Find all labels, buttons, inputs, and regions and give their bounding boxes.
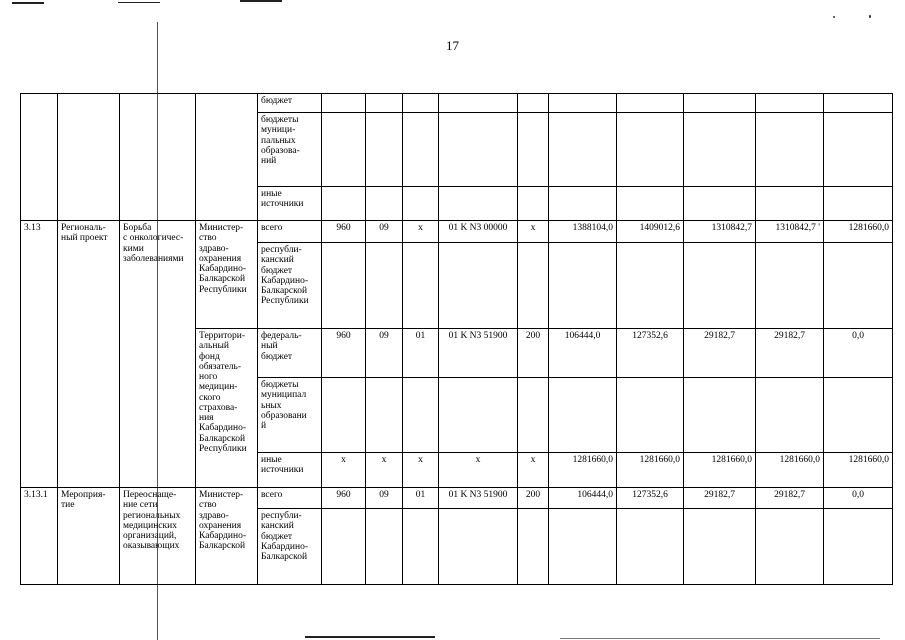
cell-value: 1281660,0 — [549, 453, 617, 488]
cell-value: 29182,7 — [684, 329, 756, 378]
cell-rz: 09 — [366, 221, 403, 243]
cell-source: федераль- ный бюджет — [258, 329, 322, 378]
cell-value: 1281660,0 — [684, 453, 756, 488]
cell-pr: х — [403, 453, 439, 488]
cell-value: 106444,0 — [549, 488, 617, 509]
cell-rz: 09 — [366, 329, 403, 378]
scan-mark-top-mid — [118, 2, 160, 3]
table-row — [21, 488, 893, 509]
budget-table — [20, 93, 893, 585]
cell-csr: х — [439, 453, 518, 488]
scan-speck — [869, 15, 871, 18]
cell-pr: 01 — [403, 329, 439, 378]
cell-status — [58, 94, 120, 221]
table-row — [21, 94, 893, 113]
cell-executor: Министер- ство здраво- охранения Кабардино- Балкарской Республики — [196, 221, 258, 329]
cell-csr: 01 K N3 51900 — [439, 329, 518, 378]
cell-rz: х — [366, 453, 403, 488]
cell-csr: 01 K N3 51900 — [439, 488, 518, 509]
cell-value: 1281660,0 — [756, 453, 824, 488]
cell-status: Мероприя- тие — [58, 488, 120, 585]
cell-grbs: х — [322, 453, 366, 488]
scan-mark-top-right — [240, 0, 282, 2]
cell-value: 1310842,7 — [684, 221, 756, 243]
cell-executor: Министер- ство здраво- охранения Кабардино- Балкарской — [196, 488, 258, 585]
cell-pr: 01 — [403, 488, 439, 509]
cell-value: 1281660,0 — [824, 453, 893, 488]
cell-source: республи- канский бюджет Кабардино- Балкарской — [258, 509, 322, 585]
cell-value: 127352,6 — [617, 488, 684, 509]
table-row — [21, 221, 893, 243]
scan-speck — [833, 16, 835, 18]
cell-number — [21, 94, 58, 221]
page-number: 17 — [446, 38, 459, 53]
cell-value: 1281660,0 — [824, 221, 893, 243]
cell-csr: 01 K N3 00000 — [439, 221, 518, 243]
cell-value: 1310842,7 ' — [756, 221, 824, 243]
cell-value: 29182,7 — [756, 488, 824, 509]
cell-source: бюджет — [258, 94, 322, 113]
cell-source: иные источники — [258, 453, 322, 488]
cell-value: 1388104,0 — [549, 221, 617, 243]
cell-source: всего — [258, 488, 322, 509]
cell-name: Переоснаще- ние сети региональных медицинских организаций, оказывающих — [120, 488, 196, 585]
cell-source: всего — [258, 221, 322, 243]
cell-vr: х — [518, 453, 549, 488]
cell-grbs: 960 — [322, 329, 366, 378]
cell-vr: 200 — [518, 488, 549, 509]
cell-value: 127352,6 — [617, 329, 684, 378]
cell-value: 29182,7 — [684, 488, 756, 509]
cell-source: республи- канский бюджет Кабардино- Балкарской Республики — [258, 243, 322, 329]
cell-value: 0,0 — [824, 488, 893, 509]
cell-source: бюджеты муниципал ьных образовани й — [258, 378, 322, 453]
cell-name — [120, 94, 196, 221]
cell-grbs: 960 — [322, 221, 366, 243]
cell-executor — [196, 94, 258, 221]
cell-grbs: 960 — [322, 488, 366, 509]
cell-source: бюджеты муници- пальных образова- ний — [258, 113, 322, 187]
cell-source: иные источники — [258, 187, 322, 221]
scan-mark-bottom-right — [560, 638, 880, 639]
scan-mark-top-left — [12, 2, 44, 4]
cell-status: Региональ- ный проект — [58, 221, 120, 488]
cell-value: 0,0 — [824, 329, 893, 378]
cell-number: 3.13 — [21, 221, 58, 488]
cell-executor: Территори- альный фонд обязатель- ного медицин- ского страхова- ния Кабардино- Балкарской Республики — [196, 329, 258, 488]
cell-vr: х — [518, 221, 549, 243]
cell-value: 1281660,0 — [617, 453, 684, 488]
cell-value: 29182,7 — [756, 329, 824, 378]
cell-rz: 09 — [366, 488, 403, 509]
cell-value: 1409012,6 — [617, 221, 684, 243]
cell-pr: х — [403, 221, 439, 243]
cell-vr: 200 — [518, 329, 549, 378]
cell-name: Борьба с онкологичес- кими заболеваниями — [120, 221, 196, 488]
cell-value: 106444,0 — [549, 329, 617, 378]
scan-mark-bottom — [305, 636, 435, 638]
cell-number: 3.13.1 — [21, 488, 58, 585]
